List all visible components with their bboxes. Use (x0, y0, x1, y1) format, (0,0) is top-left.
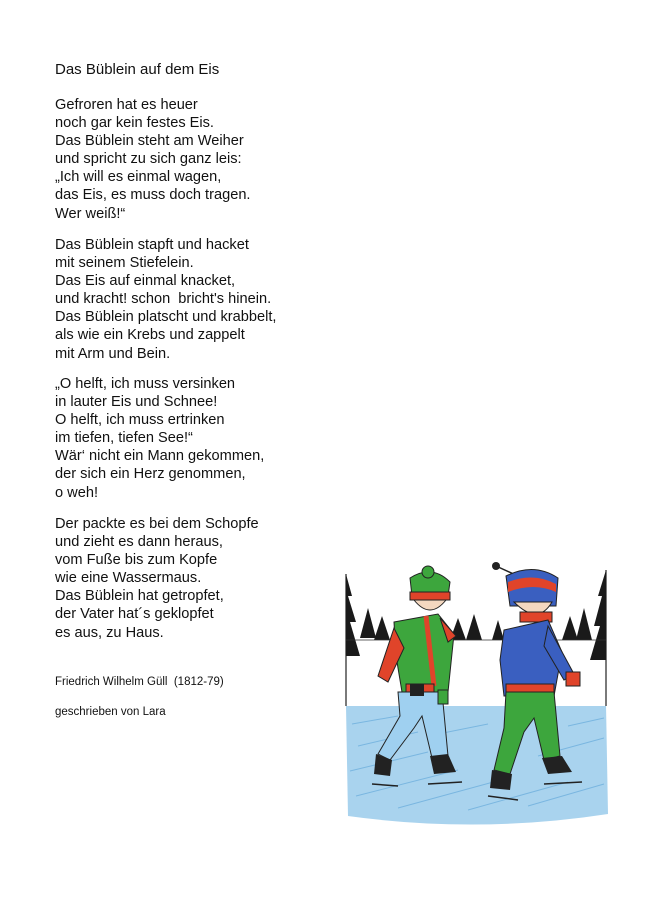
poem-line: und zieht es dann heraus, (55, 534, 223, 551)
poem-line: vom Fuße bis zum Kopfe (55, 552, 218, 569)
poem-line: o weh! (55, 484, 98, 501)
stanza-4 (55, 515, 259, 642)
poem-line: Wer weiß!“ (55, 205, 126, 222)
poem-line: „Ich will es einmal wagen, (55, 169, 222, 186)
poem-line: Das Büblein platscht und krabbelt, (55, 309, 277, 326)
poem-line: es aus, zu Haus. (55, 624, 164, 641)
poem-title: Das Büblein auf dem Eis (55, 61, 220, 78)
poem-line: „O helft, ich muss versinken (55, 376, 236, 392)
poem-line: Das Büblein hat getropfet, (55, 588, 224, 605)
poem-line: noch gar kein festes Eis. (55, 115, 214, 132)
poem-line: der Vater hat´s geklopfet (55, 606, 214, 623)
poem-line: Das Büblein stapft und hacket (55, 237, 249, 253)
poem-line: mit seinem Stiefelein. (55, 255, 194, 272)
poem-line: und kracht! schon bricht's hinein. (55, 291, 272, 308)
poem-line: Das Büblein steht am Weiher (55, 133, 244, 150)
poem-line: Wär‘ nicht ein Mann gekommen, (55, 448, 265, 465)
poem-line: im tiefen, tiefen See!“ (55, 430, 193, 447)
poem-line: Der packte es bei dem Schopfe (55, 516, 259, 532)
poem-line: als wie ein Krebs und zappelt (55, 327, 245, 344)
poem-line: mit Arm und Bein. (55, 345, 171, 362)
poem-author: Friedrich Wilhelm Güll (1812-79) (55, 676, 224, 688)
poem-line: Das Eis auf einmal knacket, (55, 273, 236, 290)
stanza-2 (55, 236, 276, 363)
poem-line: Gefroren hat es heuer (55, 97, 198, 113)
poem-line: das Eis, es muss doch tragen. (55, 187, 251, 204)
ice-skating-children-drawing (338, 556, 614, 834)
poem-line: und spricht zu sich ganz leis: (55, 151, 242, 168)
poem-line: in lauter Eis und Schnee! (55, 394, 218, 411)
stanza-3 (55, 375, 264, 502)
written-by-credit: geschrieben von Lara (55, 706, 166, 718)
poem-line: der sich ein Herz genommen, (55, 466, 246, 483)
poem-line: O helft, ich muss ertrinken (55, 412, 225, 429)
stanza-1 (55, 96, 251, 223)
poem-line: wie eine Wassermaus. (55, 570, 202, 587)
